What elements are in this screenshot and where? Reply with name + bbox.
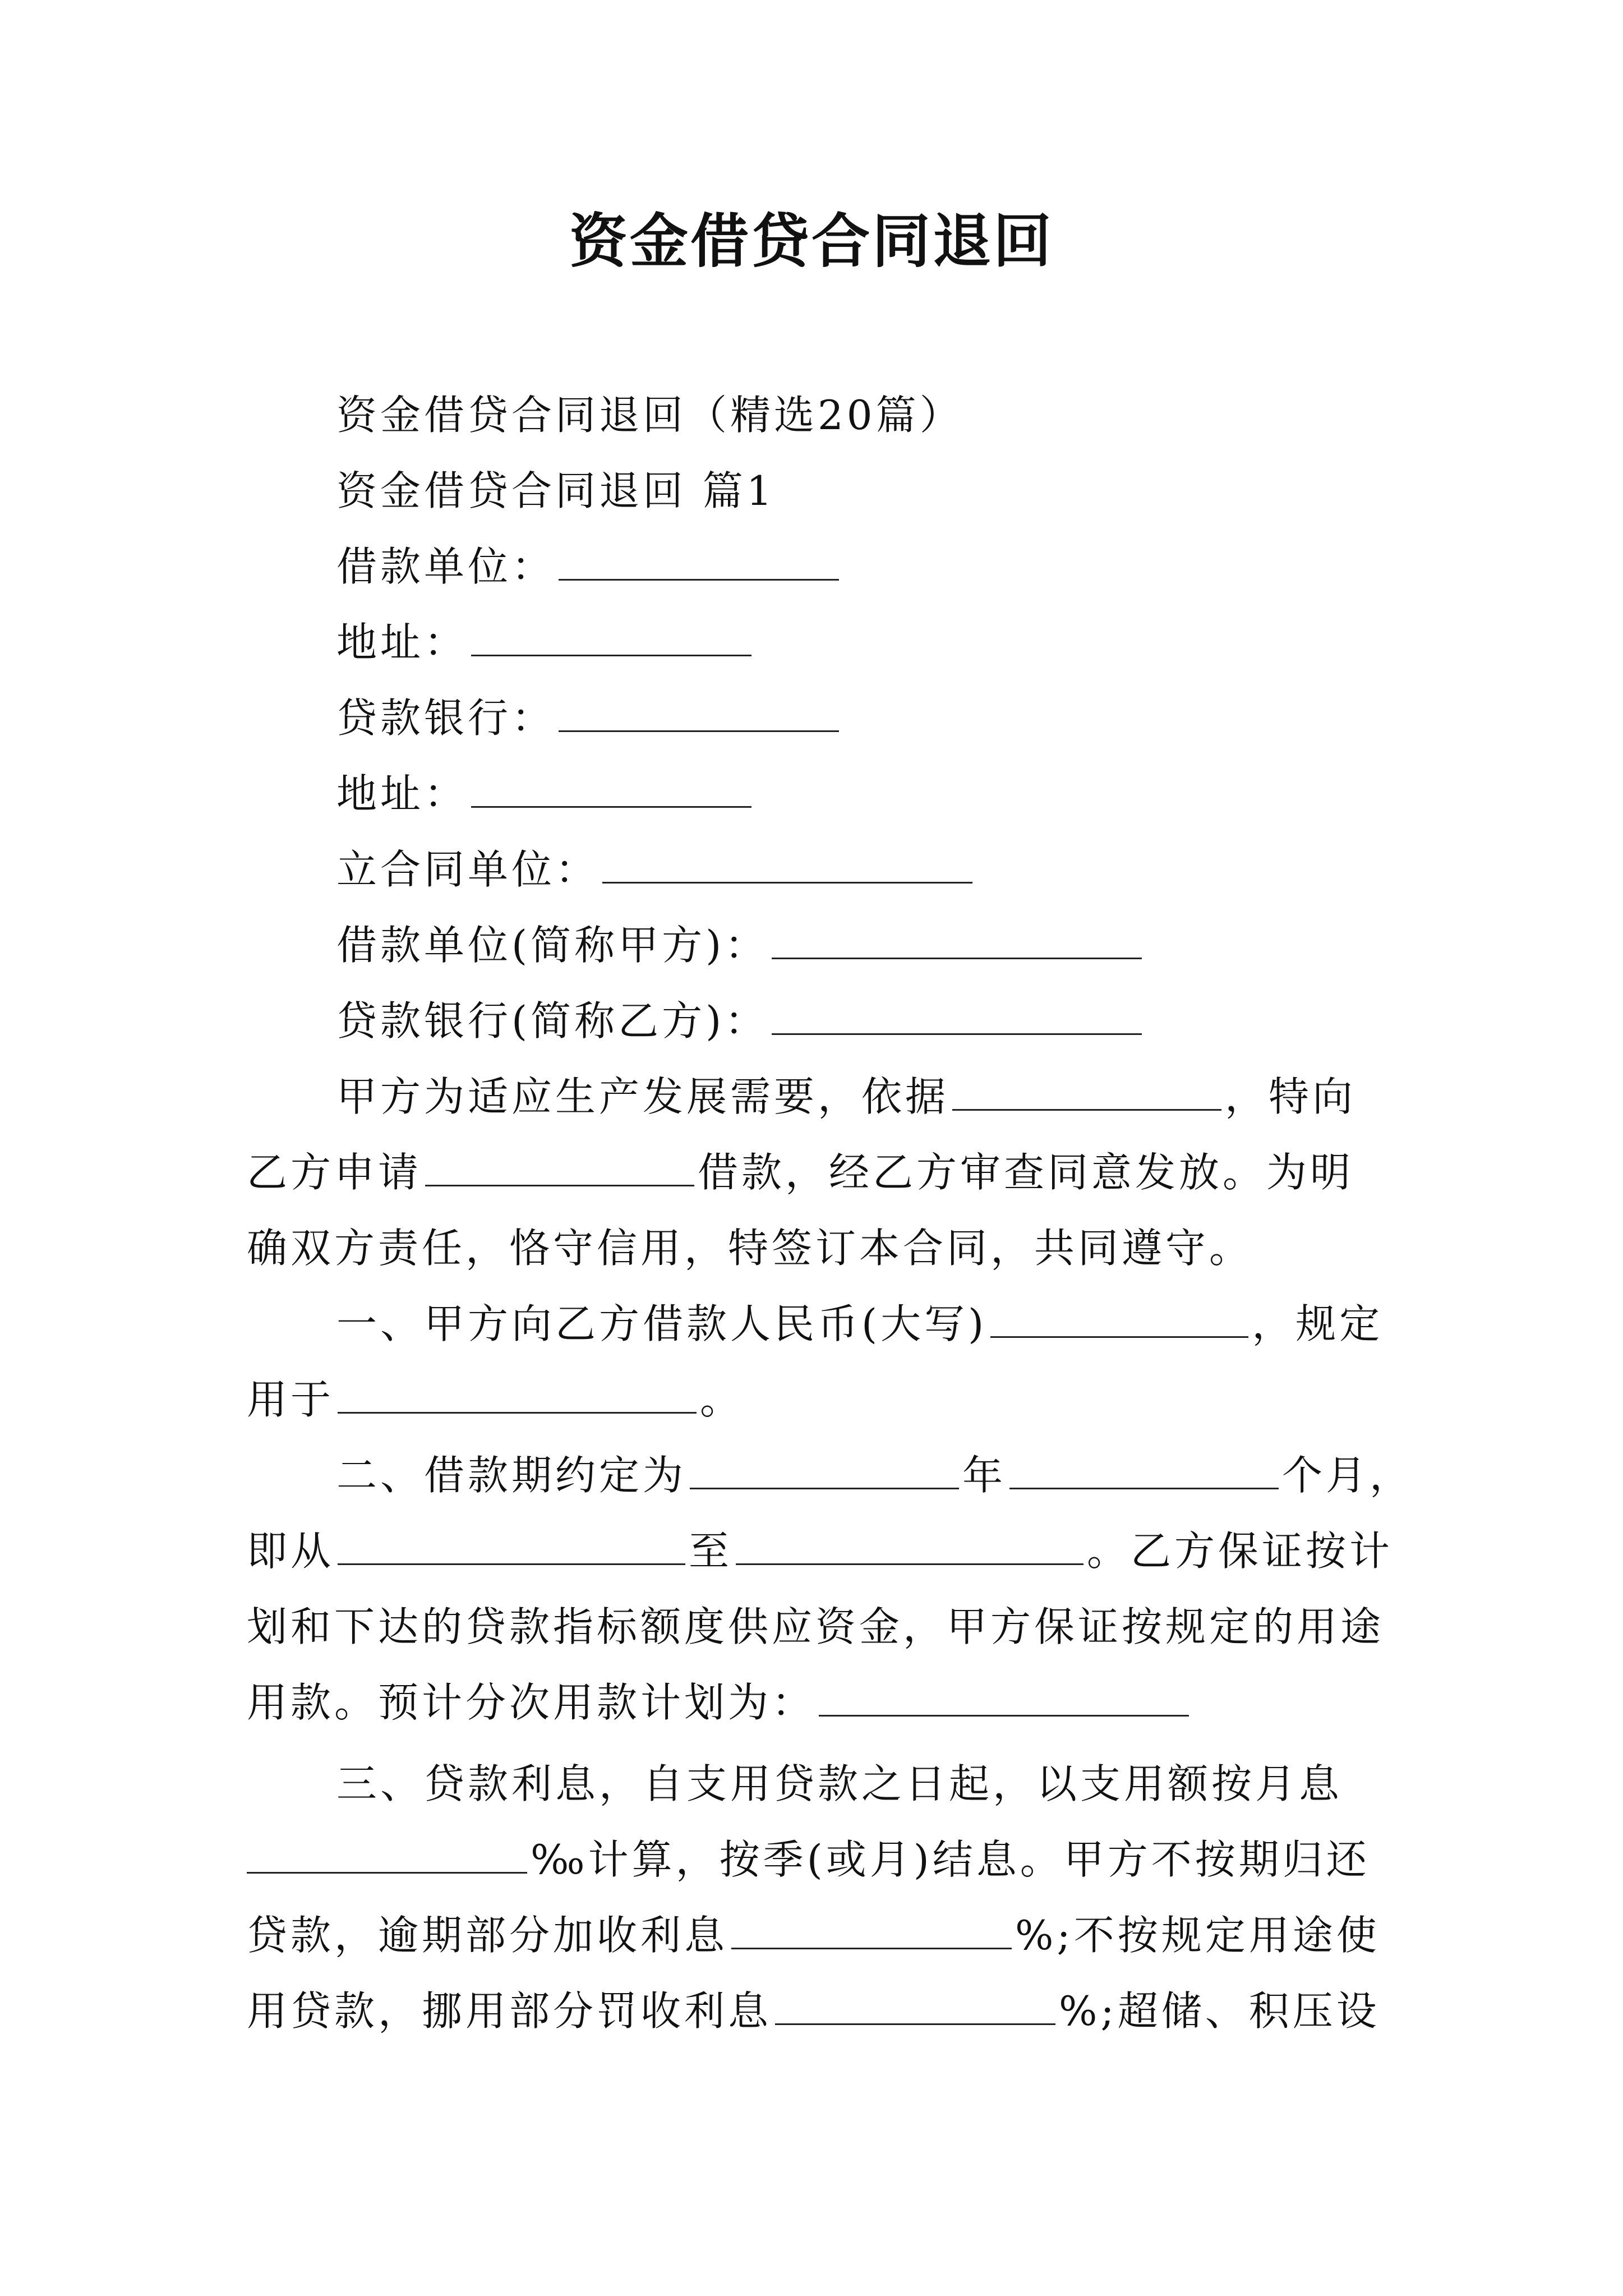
intro-text: 乙方申请	[247, 1149, 422, 1196]
usage-plan-blank	[819, 1680, 1189, 1717]
clause-text: 用款。预计分次用款计划为：	[247, 1679, 816, 1726]
lender-address-blank	[471, 771, 751, 808]
years-blank	[690, 1453, 959, 1489]
clause2-line-1	[336, 1447, 1413, 1503]
clause3-line-4	[247, 1983, 1380, 2039]
clause3-line-3	[247, 1907, 1380, 1963]
clause-text: 二、借款期约定为	[336, 1452, 687, 1499]
loan-type-blank	[425, 1150, 694, 1186]
clause-text: 至	[689, 1527, 733, 1575]
document-subtitle: 资金借贷合同退回（精选20篇）	[336, 392, 963, 439]
clause-text: 用于	[247, 1376, 335, 1423]
party-b-label: 贷款银行(简称乙方)：	[336, 997, 769, 1045]
intro-line-1	[336, 1069, 1356, 1125]
basis-blank	[952, 1074, 1221, 1111]
borrower-address-label: 地址：	[336, 619, 468, 666]
contract-party-blank	[602, 847, 972, 884]
party-a-blank	[772, 923, 1142, 959]
lender-address-label: 地址：	[336, 770, 468, 817]
clause-text: 个月，	[1282, 1452, 1414, 1499]
contract-party-label: 立合同单位：	[336, 846, 600, 893]
clause-text: 年	[962, 1452, 1007, 1499]
clause1-line-1	[336, 1296, 1383, 1352]
party-a-label: 借款单位(简称甲方)：	[336, 922, 769, 969]
clause-text: 贷款，逾期部分加收利息	[247, 1912, 728, 1959]
clause-text: 即从	[247, 1527, 335, 1575]
borrower-address-blank	[471, 620, 751, 656]
intro-line-3: 确双方责任，恪守信用，特签订本合同，共同遵守。	[247, 1225, 1253, 1272]
start-date-blank	[338, 1529, 685, 1565]
party-b-blank	[772, 999, 1142, 1035]
clause-text: 用贷款，挪用部分罚收利息	[247, 1987, 772, 2035]
monthly-rate-blank	[247, 1837, 527, 1874]
intro-line-2	[247, 1144, 1354, 1200]
clause2-line-2	[247, 1523, 1393, 1579]
clause3-line-2	[247, 1832, 1370, 1888]
months-blank	[1009, 1453, 1279, 1489]
purpose-blank	[338, 1377, 697, 1414]
contract-party-field	[336, 841, 976, 898]
lender-address-field	[336, 766, 755, 822]
borrower-address-field	[336, 614, 755, 670]
borrower-label: 借款单位：	[336, 543, 556, 590]
clause-text: ，规定	[1252, 1300, 1384, 1347]
party-b-field	[336, 993, 1145, 1049]
lender-bank-label: 贷款银行：	[336, 694, 556, 742]
clause-text: 一、甲方向乙方借款人民币(大写)	[336, 1300, 988, 1347]
amount-blank	[990, 1301, 1248, 1338]
clause-text: 。	[700, 1376, 744, 1423]
borrower-field	[336, 539, 842, 595]
party-a-field	[336, 917, 1145, 973]
clause2-line-3: 划和下达的贷款指标额度供应资金，甲方保证按规定的用途	[247, 1603, 1385, 1650]
clause2-line-4	[247, 1674, 1192, 1731]
clause-text: 。乙方保证按计	[1087, 1527, 1394, 1575]
intro-text: ，特向	[1225, 1073, 1357, 1120]
clause-text: %;不按规定用途使	[1015, 1912, 1380, 1959]
intro-text: 甲方为适应生产发展需要，依据	[336, 1073, 949, 1120]
clause1-line-2	[247, 1372, 744, 1428]
clause-text: %;超储、积压设	[1059, 1987, 1380, 2035]
penalty-rate-blank	[775, 1989, 1055, 2025]
overdue-rate-blank	[731, 1913, 1012, 1949]
clause-text: ‰计算，按季(或月)结息。甲方不按期归还	[531, 1836, 1370, 1883]
section-heading: 资金借贷合同退回 篇1	[336, 467, 776, 514]
intro-text: 借款，经乙方审查同意发放。为明	[698, 1149, 1354, 1196]
lender-bank-field	[336, 690, 842, 746]
lender-bank-blank	[559, 696, 839, 732]
document-title: 资金借贷合同退回	[569, 206, 1054, 275]
clause3-line-1: 三、贷款利息，自支用贷款之日起，以支用额按月息	[336, 1760, 1343, 1807]
end-date-blank	[736, 1529, 1083, 1565]
borrower-blank	[559, 544, 839, 581]
